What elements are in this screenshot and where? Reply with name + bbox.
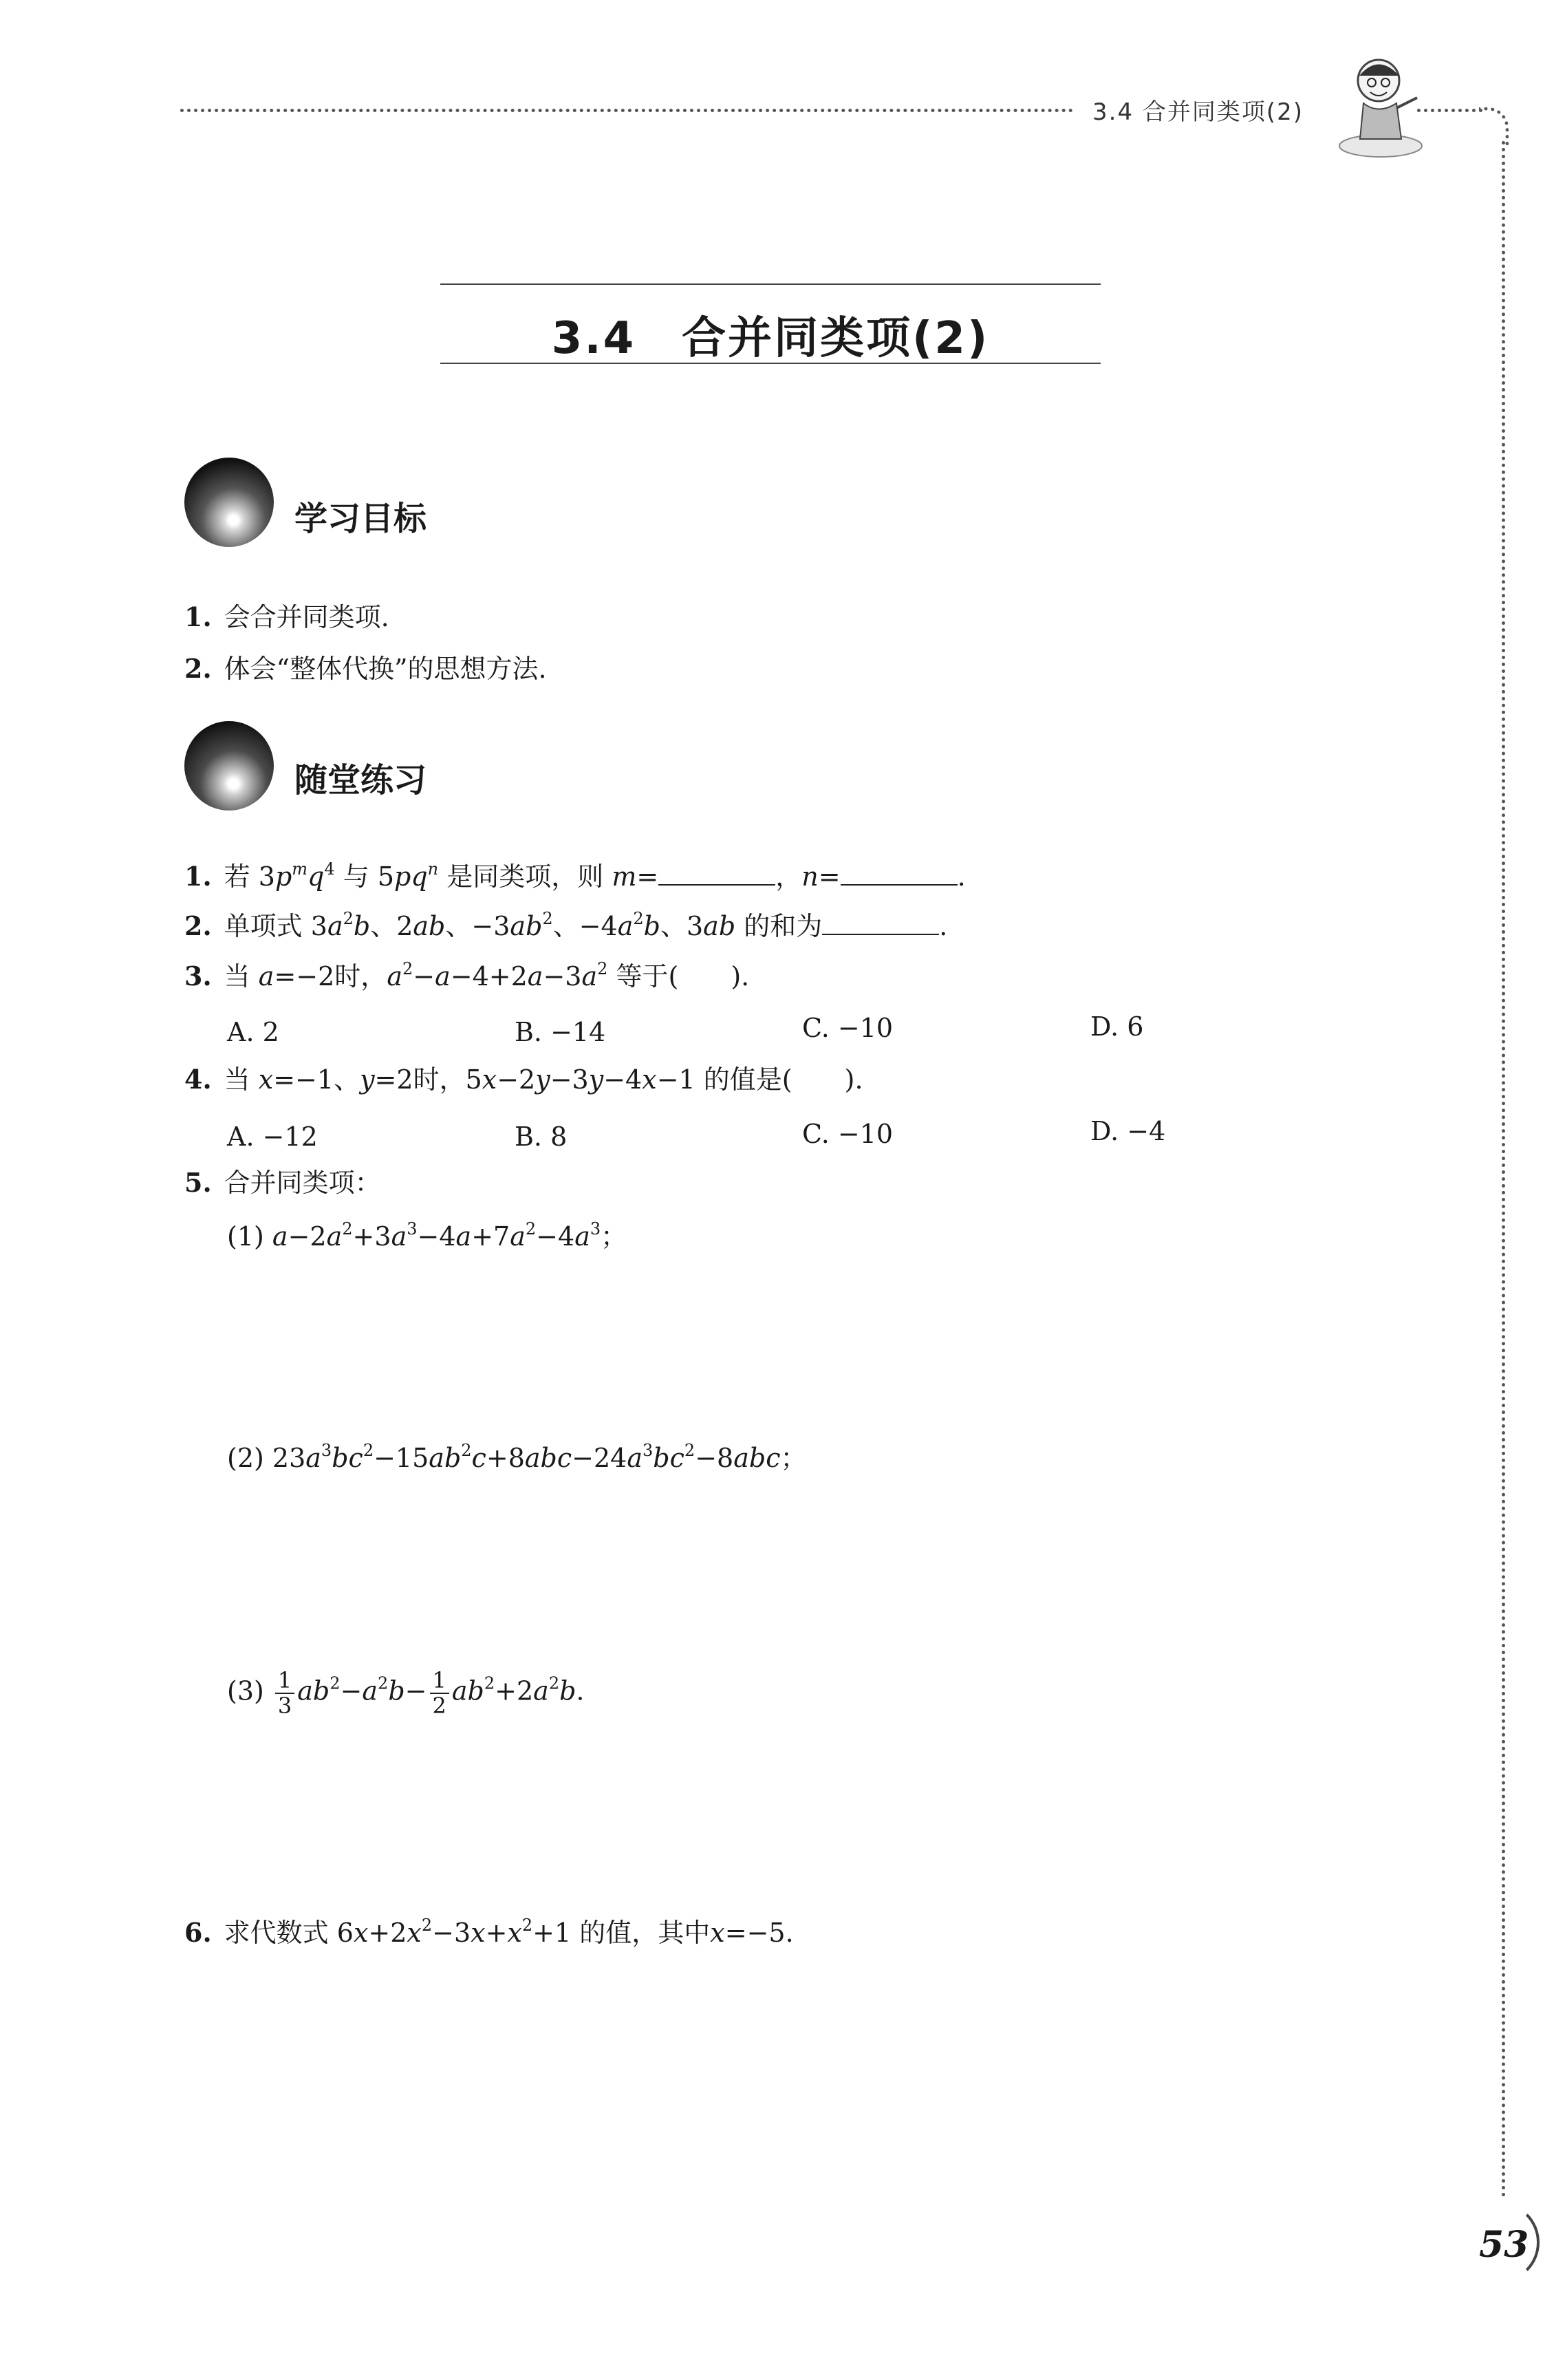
section-heading-goals: 学习目标 bbox=[294, 500, 427, 538]
q3-option-d[interactable]: D. 6 bbox=[1090, 1011, 1144, 1042]
question-number: 6. bbox=[184, 1917, 212, 1948]
header-dotted-rule bbox=[180, 109, 1073, 112]
question-5-part-2: (2) $23a^3bc^2-15ab^2c+8abc-24a^3bc^2-8abc$； bbox=[227, 1441, 807, 1473]
question-text: 等于( ). bbox=[616, 961, 750, 991]
fraction-one-half: $\frac{1}{2}$ bbox=[430, 1669, 449, 1718]
fraction-one-third: $\frac{1}{3}$ bbox=[275, 1669, 294, 1718]
question-5-part-1: (1) $a-2a^2+3a^3-4a+7a^2-4a^3$； bbox=[227, 1219, 627, 1252]
header-dotted-rule-right bbox=[1417, 109, 1482, 112]
question-6: 6. 求代数式 $6x+2x^2-3x+x^2+1$ 的值，其中x=−5. bbox=[184, 1916, 794, 1948]
question-5-part-3: (3) $\frac{1}{3}$ $ab^2-a^2b-$ $\frac{1}{2}$ $ab^2+2a^2b$. bbox=[227, 1667, 585, 1719]
question-text: 单项式 bbox=[224, 911, 303, 941]
question-number: 5. bbox=[184, 1167, 212, 1198]
question-4: 4. 当 x=−1、y=2时，5x−2y−3y−4x−1 的值是( ). bbox=[184, 1064, 863, 1095]
question-number: 2. bbox=[184, 910, 212, 941]
mascot-icon bbox=[1336, 50, 1425, 160]
question-text: 合并同类项： bbox=[224, 1168, 381, 1198]
goal-text: 会合并同类项. bbox=[224, 602, 389, 632]
question-text: 若 bbox=[224, 861, 250, 892]
goal-item-1 bbox=[184, 601, 389, 632]
question-text: 的值，其中 bbox=[579, 1918, 711, 1948]
question-1: 1. 若 $3p^mq^4$ 与 $5pq^n$ 是同类项，则 m= ，n= . bbox=[184, 859, 966, 892]
q4-option-a[interactable]: A. −12 bbox=[227, 1122, 318, 1152]
part-label: (1) bbox=[227, 1221, 264, 1252]
question-text: 的值是( ). bbox=[703, 1064, 863, 1095]
q3-option-b[interactable]: B. −14 bbox=[515, 1017, 606, 1047]
question-text: 当 bbox=[224, 1064, 250, 1095]
goal-number: 2. bbox=[184, 653, 212, 684]
q4-option-b[interactable]: B. 8 bbox=[515, 1122, 568, 1152]
answer-blank-n[interactable] bbox=[841, 884, 958, 886]
question-text: 当 bbox=[224, 961, 250, 991]
margin-dotted-rule bbox=[1502, 141, 1505, 2198]
q3-option-a[interactable]: A. 2 bbox=[227, 1017, 279, 1047]
question-number: 3. bbox=[184, 961, 212, 991]
question-text: 是同类项，则 bbox=[446, 861, 604, 892]
question-number: 4. bbox=[184, 1064, 212, 1095]
running-head: 3.4 合并同类项(2) bbox=[1092, 98, 1304, 126]
question-number: 1. bbox=[184, 861, 212, 892]
q4-option-c[interactable]: C. −10 bbox=[802, 1119, 894, 1149]
section-heading-practice: 随堂练习 bbox=[294, 761, 427, 800]
question-text: 的和为 bbox=[744, 911, 823, 941]
goal-number: 1. bbox=[184, 601, 212, 632]
page-number: 53 bbox=[1479, 2224, 1529, 2266]
goal-text: 体会“整体代换”的思想方法. bbox=[224, 654, 547, 684]
answer-blank-m[interactable] bbox=[658, 884, 775, 886]
part-label: (3) bbox=[227, 1675, 264, 1706]
title-rule-bottom bbox=[440, 363, 1101, 364]
goal-item-2 bbox=[184, 653, 547, 684]
question-text: 求代数式 bbox=[224, 1918, 329, 1948]
question-2: 2. 单项式 $3a^2b$、2ab、$-3ab^2$、$-4a^2b$、3ab 的和为 . bbox=[184, 909, 948, 941]
question-3: 3. 当 a=−2时，$a^2-a-4+2a-3a^2$ 等于( ). bbox=[184, 959, 750, 991]
answer-blank-sum[interactable] bbox=[822, 934, 939, 935]
page-title: 3.4 合并同类项(2) bbox=[551, 313, 990, 364]
q3-option-c[interactable]: C. −10 bbox=[802, 1013, 894, 1043]
question-5 bbox=[184, 1167, 381, 1198]
title-rule-top bbox=[440, 283, 1101, 285]
q4-option-d[interactable]: D. −4 bbox=[1090, 1116, 1166, 1146]
section-globe-icon bbox=[184, 721, 274, 811]
part-label: (2) bbox=[227, 1443, 264, 1473]
section-ball-icon bbox=[184, 458, 274, 547]
